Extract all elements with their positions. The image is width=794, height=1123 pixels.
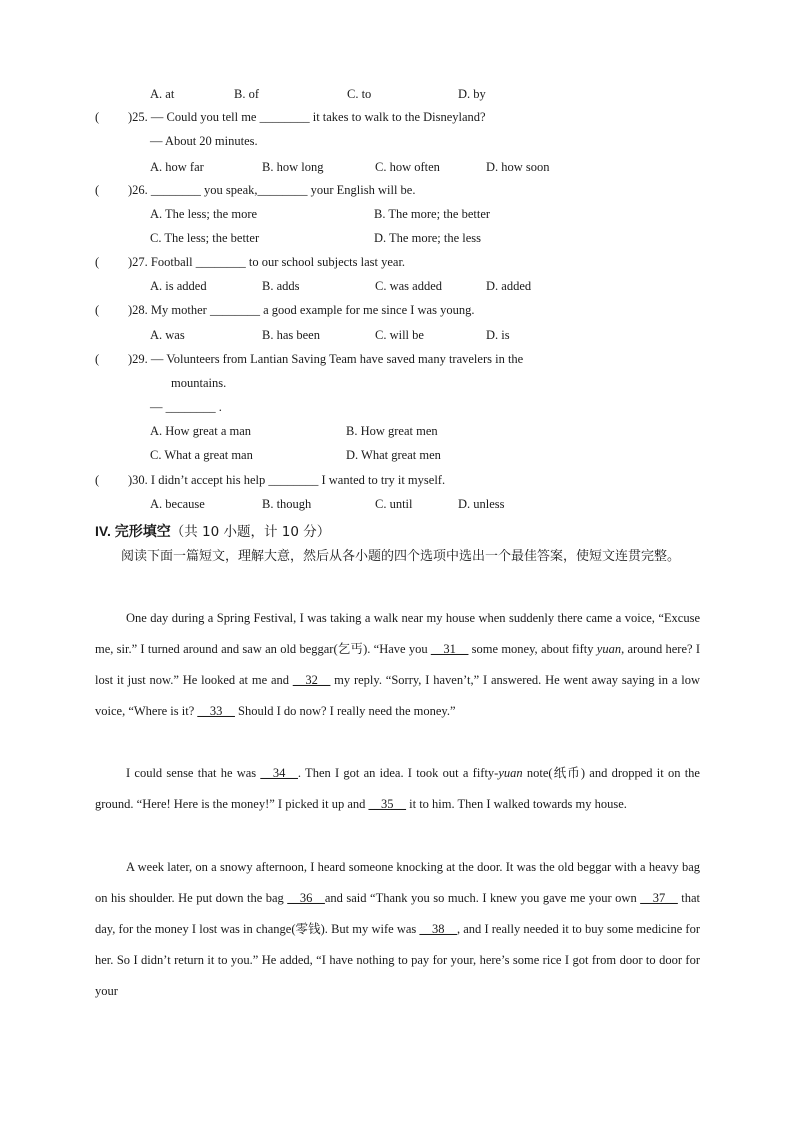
blank-31[interactable]: __31__ (430, 642, 469, 656)
q26-options-row2 (150, 231, 570, 247)
q29-option-b[interactable]: B. How great men (346, 424, 438, 438)
answer-paren[interactable]: ( (95, 255, 100, 269)
q25-option-a[interactable]: A. how far (150, 160, 204, 174)
q27-option-b[interactable]: B. adds (262, 279, 300, 293)
q28-option-b[interactable]: B. has been (262, 328, 320, 342)
q26-option-d[interactable]: D. The more; the less (374, 231, 482, 245)
q30-option-d[interactable]: D. unless (458, 497, 505, 511)
q28-option-c[interactable]: C. will be (375, 328, 424, 342)
q30-option-a[interactable]: A. because (150, 497, 205, 511)
question-28-stem: ( )28. My mother ________ a good example for me since I was young. (95, 303, 475, 317)
question-29-stem-continued: mountains. (171, 376, 227, 390)
passage-paragraph-2: I could sense that he was __34__. Then I got an idea. I took out a fifty-yuan note(纸币) and dropped it on the ground. “Here! Here is the money!” I picked it up and __35__ it to him. Then I walked towards my house. (95, 766, 700, 811)
q24-option-a[interactable]: A. at (150, 87, 175, 101)
blank-35[interactable]: __35__ (368, 797, 407, 811)
q24-option-c[interactable]: C. to (347, 87, 372, 101)
question-29-stem: ( )29. — Volunteers from Lantian Saving Team have saved many travelers in the (95, 352, 524, 366)
blank-38[interactable]: __38__ (419, 922, 457, 936)
blank-33[interactable]: __33__ (197, 704, 235, 718)
blank-32[interactable]: __32__ (292, 673, 331, 687)
q29-options-row1 (150, 424, 570, 440)
question-26-stem: ( )26. ________ you speak,________ your English will be. (95, 183, 416, 197)
q29-options-row2 (150, 448, 570, 464)
section-title: IV. 完形填空 (95, 523, 171, 539)
q26-option-b[interactable]: B. The more; the better (374, 207, 491, 221)
blank-37[interactable]: __37__ (640, 891, 678, 905)
q29-option-a[interactable]: A. How great a man (150, 424, 252, 438)
q25-option-b[interactable]: B. how long (262, 160, 324, 174)
q24-options (150, 87, 550, 103)
q24-option-b[interactable]: B. of (234, 87, 259, 101)
q30-option-c[interactable]: C. until (375, 497, 413, 511)
q30-options (150, 497, 570, 513)
answer-paren[interactable]: ( (95, 303, 100, 317)
q28-option-a[interactable]: A. was (150, 328, 185, 342)
q24-option-d[interactable]: D. by (458, 87, 486, 101)
question-29-reply: — ________ . (150, 400, 222, 414)
answer-paren[interactable]: ( (95, 110, 100, 124)
q30-option-b[interactable]: B. though (262, 497, 312, 511)
question-25-reply: — About 20 minutes. (150, 134, 258, 148)
q28-options (150, 328, 570, 344)
section-instructions: 阅读下面一篇短文，理解大意，然后从各小题的四个选项中选出一个最佳答案，使短文连贯完整。 (121, 549, 681, 564)
q27-option-a[interactable]: A. is added (150, 279, 207, 293)
q25-option-c[interactable]: C. how often (375, 160, 440, 174)
question-30-stem: ( )30. I didn’t accept his help ________ I wanted to try it myself. (95, 473, 446, 487)
q27-options (150, 279, 570, 295)
q26-option-c[interactable]: C. The less; the better (150, 231, 260, 245)
section-points: （共 10 小题，计 10 分） (170, 524, 331, 540)
q27-option-d[interactable]: D. added (486, 279, 532, 293)
q27-option-c[interactable]: C. was added (375, 279, 442, 293)
q29-option-d[interactable]: D. What great men (346, 448, 441, 462)
section-heading (95, 520, 330, 541)
q28-option-d[interactable]: D. is (486, 328, 510, 342)
q29-option-c[interactable]: C. What a great man (150, 448, 253, 462)
answer-paren[interactable]: ( (95, 473, 100, 487)
question-27-stem: ( )27. Football ________ to our school subjects last year. (95, 255, 406, 269)
answer-paren[interactable]: ( (95, 352, 100, 366)
passage-paragraph-3: A week later, on a snowy afternoon, I heard someone knocking at the door. It was the old beggar with a heavy bag on his shoulder. He put down the bag __36__and said “Thank you so much. I knew you gave me your own __37__ that day, for the money I lost was in change(零钱). But my wife was __38__, and I really needed it to buy some medicine for her. So I didn’t return it to you.” He added, “I have nothing to pay for your, here’s some rice I got from door to door for your (95, 860, 700, 998)
answer-paren[interactable]: ( (95, 183, 100, 197)
passage-paragraph-1: One day during a Spring Festival, I was taking a walk near my house when suddenly there came a voice, “Excuse me, sir.” I turned around and saw an old beggar(乞丐). “Have you __31__ some money, about fifty yuan, around here? I lost it just now.” He looked at me and __32__ my reply. “Sorry, I haven’t,” I answered. He went away saying in a low voice, “Where is it? __33__ Should I do now? I really need the money.” (95, 611, 701, 718)
q26-options-row1 (150, 207, 570, 223)
q25-option-d[interactable]: D. how soon (486, 160, 550, 174)
blank-34[interactable]: __34__ (260, 766, 298, 780)
q26-option-a[interactable]: A. The less; the more (150, 207, 258, 221)
q25-options (150, 160, 570, 176)
blank-36[interactable]: __36__ (287, 891, 325, 905)
question-25-stem: ( )25. — Could you tell me ________ it takes to walk to the Disneyland? (95, 110, 486, 124)
